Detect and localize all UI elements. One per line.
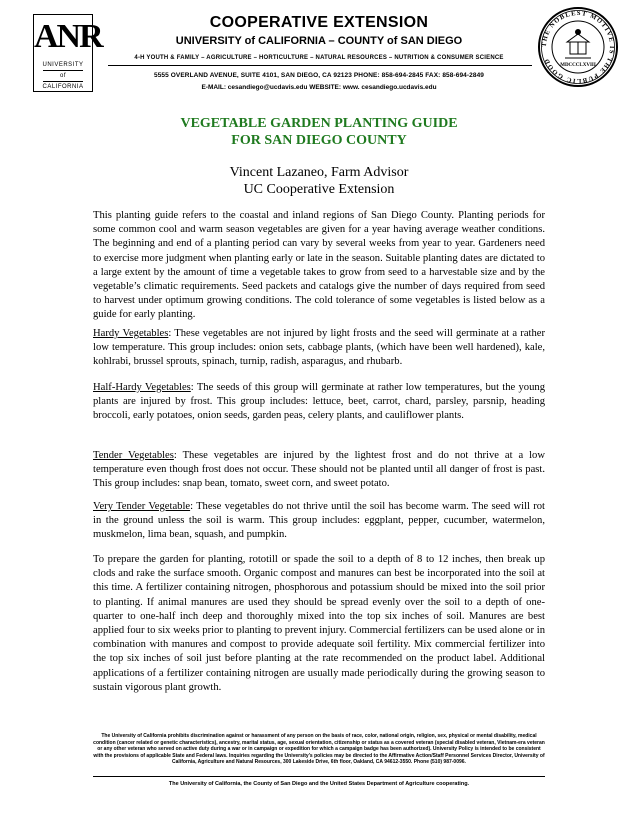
- very-tender-heading: Very Tender Vegetable: [93, 501, 191, 512]
- anr-logo-text: ANR: [34, 18, 102, 55]
- logo-sub-2: of: [59, 73, 66, 79]
- author-name: Vincent Lazaneo, Farm Advisor: [229, 165, 409, 180]
- letterhead-rule: [108, 65, 532, 66]
- seal-motto: THE NOBLEST MOTIVE IS THE PUBLIC GOOD: [540, 9, 616, 85]
- document-title: VEGETABLE GARDEN PLANTING GUIDE: [180, 116, 458, 131]
- document-subtitle: FOR SAN DIEGO COUNTY: [231, 133, 407, 148]
- tender-heading: Tender Vegetables: [93, 450, 174, 461]
- intro-paragraph: [93, 209, 545, 323]
- logo-sub-1: UNIVERSITY: [42, 62, 84, 68]
- intro-text: This planting guide refers to the coastal and inland regions of San Diego County. Planting periods for some common cool and warm season vegetables are given for a year having average weather conditions. The beginning and end of a planting period can vary by several weeks from year to year. Gardeners need to exercise more judgment when planting early or late in the season. Suitable planting dates are dictated to a large extent by the amount of time a vegetable takes to grow from seed to a harvestable size and by the vegetable’s climatic requirements. Seed packets and catalogs give the number of days required from seed to harvest under optimum growing conditions. The cold tolerance of some vegetables is listed below as a guide for early planting.: [93, 210, 545, 321]
- footer-rule: [93, 776, 545, 777]
- hardy-text: : These vegetables are not injured by light frosts and the seed will germinate at a rather low temperature. This group includes: onion sets, cabbage plants, (which have been well hardened), kale, kohlrabi, brussel sprouts, spinach, turnip, radish, asparagus, and rhubarb.: [93, 328, 545, 368]
- cooperating-statement: The University of California, the County of San Diego and the United States Department of Agriculture cooperating.: [168, 781, 470, 787]
- very-tender-text: : These vegetables do not thrive until the soil has become warm. The seed will rot in the ground unless the soil is warm. This group includes: eggplant, pepper, cucumber, watermelon, muskmelon, lima bean, squash, and pumpkin.: [93, 501, 545, 541]
- half-hardy-text: : The seeds of this group will germinate at rather low temperatures, but the young plants are injured by frost. This group includes: lettuce, beet, carrot, chard, parsley, parsnip, heading broccoli, early potatoes, onion seeds, garden peas, celery plants, and cauliflower plants.: [93, 382, 545, 422]
- letterhead-programs: 4-H YOUTH & FAMILY – AGRICULTURE – HORTICULTURE – NATURAL RESOURCES – NUTRITION & CONSUMER SCIENCE: [134, 55, 504, 61]
- letterhead-address: 5555 OVERLAND AVENUE, SUITE 4101, SAN DIEGO, CA 92123 PHONE: 858-694-2845 FAX: 858-694-2849: [153, 72, 485, 79]
- letterhead-title: COOPERATIVE EXTENSION: [209, 14, 429, 31]
- preparation-text: To prepare the garden for planting, rototill or spade the soil to a depth of 8 to 12 inches, then break up clods and rake the surface smooth. Organic compost and manures can best be incorporated into the soil at this time. A fertilizer containing nitrogen, phosphorous and potassium should be mixed into the soil prior to planting. If animal manures are used they should be spread evenly over the soil to a depth of one-quarter to one-half inch deep and thoroughly mixed into the top six inches of soil. Manures are best applied four to six weeks prior to planting to prevent injury. Commercial fertilizers can be used alone or in combination with manures and compost to provide adequate soil fertility. Mix commercial fertilizer into the top six inches of soil just before planting at the rate recommended on the product label. Additional applications of a fertilizer containing nitrogen are usually made periodically during the growing season to sustain vigorous plant growth.: [93, 554, 545, 693]
- half-hardy-heading: Half-Hardy Vegetables: [93, 382, 191, 393]
- hardy-heading: Hardy Vegetables: [93, 328, 169, 339]
- preparation-paragraph: [93, 553, 545, 695]
- very-tender-paragraph: [93, 500, 545, 543]
- tender-text: : These vegetables are injured by the lightest frost and do not thrive at a low temperature even though frost does not occur. These should not be planted until all danger of frost is past. This group includes: snap bean, tomato, sweet corn, and sweet potato.: [93, 450, 545, 490]
- letterhead-email-website: E-MAIL: cesandiego@ucdavis.edu WEBSITE: www. cesandiego.ucdavis.edu: [201, 84, 437, 91]
- tender-paragraph: [93, 449, 545, 492]
- author-organization: UC Cooperative Extension: [243, 182, 395, 197]
- seal-year: MDCCCLXVIII: [560, 63, 596, 68]
- letterhead-subtitle: UNIVERSITY of CALIFORNIA – COUNTY of SAN DIEGO: [175, 35, 463, 47]
- hardy-paragraph: [93, 327, 545, 370]
- logo-sub-3: CALIFORNIA: [42, 84, 84, 90]
- half-hardy-paragraph: [93, 381, 545, 424]
- nondiscrimination-statement: The University of California prohibits discrimination against or harassment of any person on the basis of race, color, national origin, religion, sex, physical or mental disability, medical condition (cancer related or genetic characteristics), ancestry, marital status, age, sexual orientation, citizenship or status as a covered veteran (special disabled veteran, Vietnam-era veteran or any other veteran who served on active duty during a war or in campaign or expedition for which a campaign badge has been authorized). University Policy is intended to be consistent with the provisions of applicable State and Federal laws. Inquiries regarding the University’s policies may be directed to the Affirmative Action/Staff Personnel Services Director, University of California, Agriculture and Natural Resources, 300 Lakeside Drive, 6th floor, Oakland, CA 94612-3550. Phone (510) 987-0096.: [93, 733, 545, 766]
